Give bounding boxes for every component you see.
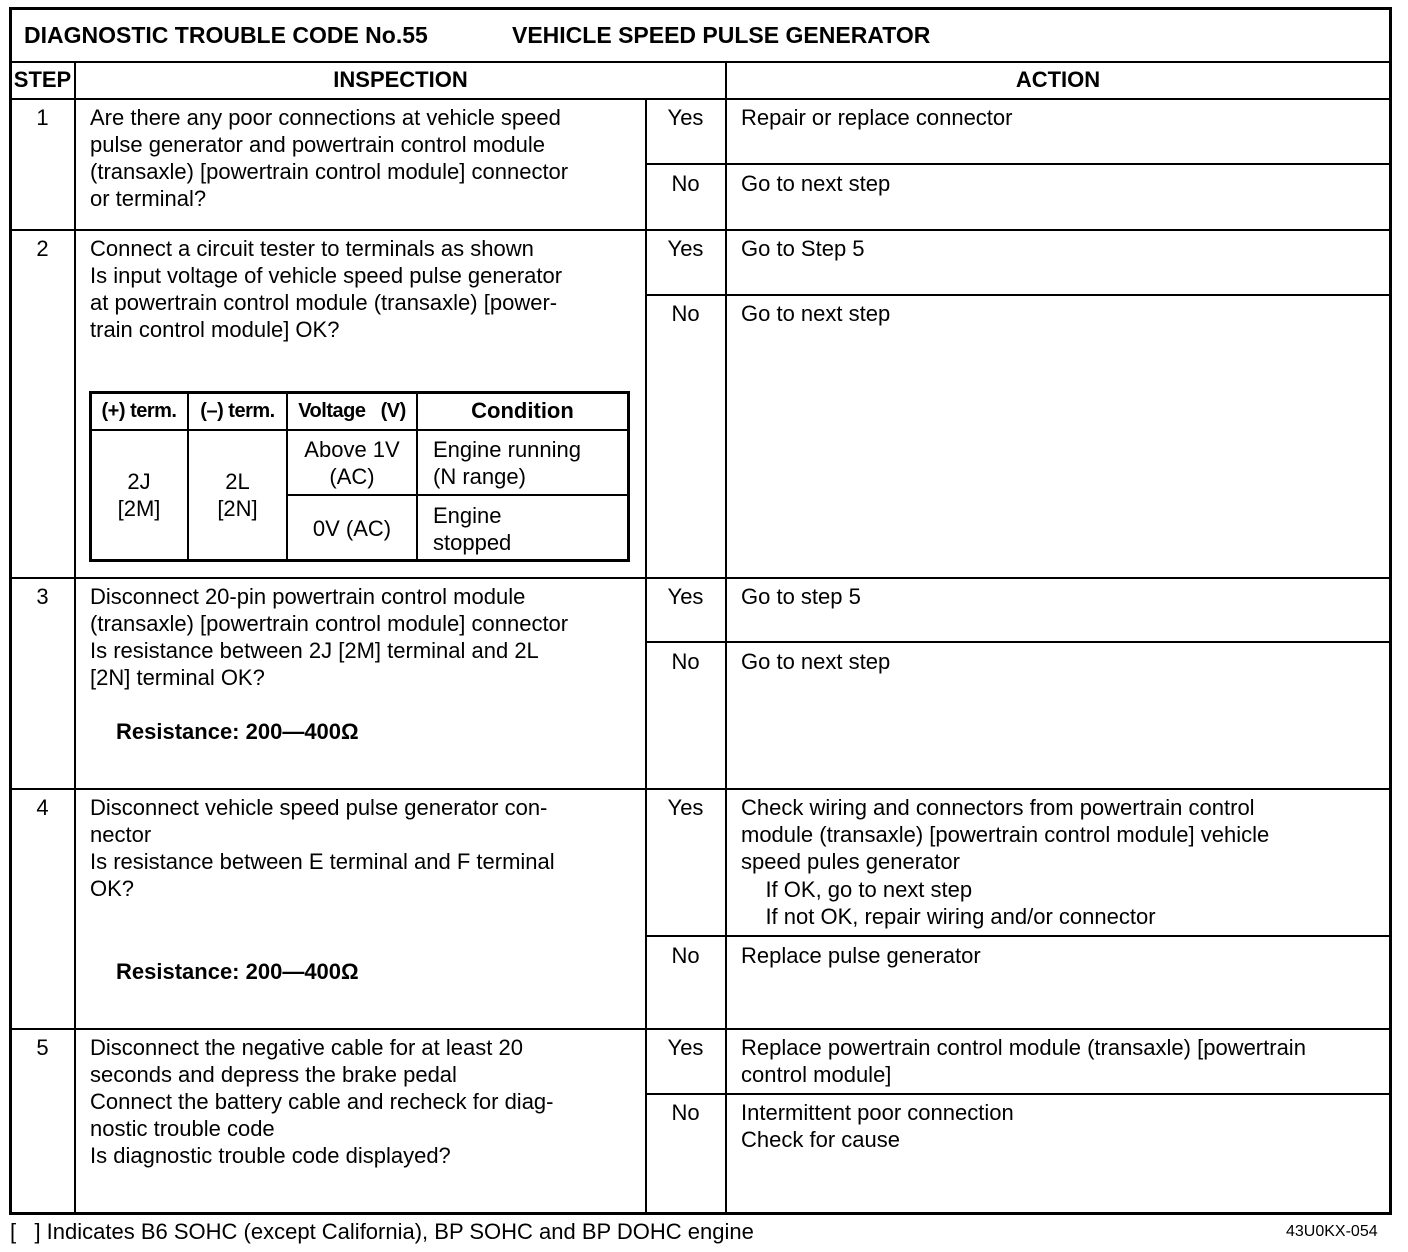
- inspection-line: seconds and depress the brake pedal: [90, 1062, 457, 1087]
- tt-row-divider: [286, 494, 630, 496]
- tt-condition: (N range): [433, 464, 526, 489]
- inspection-line: pulse generator and powertrain control module: [90, 132, 545, 157]
- no-label: No: [671, 943, 700, 968]
- yes-label: Yes: [667, 584, 704, 609]
- step-number: 5: [36, 1035, 49, 1060]
- step-number: 2: [36, 236, 49, 261]
- yesno-separator-1: [645, 163, 1391, 165]
- inspection-line: Is input voltage of vehicle speed pulse generator: [90, 263, 563, 288]
- tt-header-minus: (–) term.: [200, 400, 275, 422]
- step-number: 1: [36, 105, 49, 130]
- frame-top: [9, 7, 1392, 10]
- action-line: control module]: [741, 1062, 892, 1087]
- inspection-line: Is diagnostic trouble code displayed?: [90, 1143, 451, 1168]
- action-line: Repair or replace connector: [741, 105, 1013, 130]
- no-label: No: [671, 649, 700, 674]
- step-number: 4: [36, 795, 49, 820]
- tt-minus-term: 2L: [225, 469, 250, 494]
- tt-header-condition: Condition: [471, 398, 574, 423]
- frame-bottom: [9, 1212, 1392, 1215]
- inspection-line: Disconnect 20-pin powertrain control module: [90, 584, 526, 609]
- yesno-separator-4: [645, 935, 1391, 937]
- inspection-line: Disconnect vehicle speed pulse generator con-: [90, 795, 548, 820]
- inspection-line: OK?: [90, 876, 135, 901]
- step-separator-1: [9, 229, 1392, 231]
- inspection-line: train control module] OK?: [90, 317, 340, 342]
- action-line: Replace pulse generator: [741, 943, 981, 968]
- tt-voltage: Above 1V: [304, 437, 400, 462]
- tt-condition: Engine running: [433, 437, 582, 462]
- inspection-line: at powertrain control module (transaxle) [power-: [90, 290, 558, 315]
- tt-plus-term: 2J: [127, 469, 151, 494]
- header-action: ACTION: [1015, 67, 1101, 92]
- inspection-line: Connect a circuit tester to terminals as shown: [90, 236, 534, 261]
- tt-plus-term: [2M]: [117, 496, 161, 521]
- no-label: No: [671, 171, 700, 196]
- frame-right: [1389, 7, 1392, 1215]
- header-divider-top: [9, 61, 1392, 63]
- inspection-line: Is resistance between E terminal and F terminal: [90, 849, 555, 874]
- action-line: If OK, go to next step: [741, 877, 973, 902]
- step-separator-4: [9, 1028, 1392, 1030]
- header-step: STEP: [13, 67, 72, 92]
- yes-label: Yes: [667, 236, 704, 261]
- col-line-action: [725, 61, 727, 1214]
- action-line: Check wiring and connectors from powertrain control: [741, 795, 1255, 820]
- no-label: No: [671, 301, 700, 326]
- yesno-separator-2: [645, 294, 1391, 296]
- inspection-line: Are there any poor connections at vehicle speed: [90, 105, 561, 130]
- footer-note: [ ] Indicates B6 SOHC (except California), BP SOHC and BP DOHC engine: [10, 1219, 754, 1244]
- inspection-line: Is resistance between 2J [2M] terminal and 2L: [90, 638, 539, 663]
- inspection-line: (transaxle) [powertrain control module] connector: [90, 159, 569, 184]
- tt-header-voltage: Voltage (V): [298, 400, 406, 422]
- inspection-line: Disconnect the negative cable for at least 20: [90, 1035, 523, 1060]
- action-line: Go to next step: [741, 171, 891, 196]
- tt-bottom: [89, 559, 630, 562]
- title-code: DIAGNOSTIC TROUBLE CODE No.55: [24, 22, 428, 48]
- resistance-spec: Resistance: 200—400Ω: [116, 719, 359, 744]
- action-line: Go to next step: [741, 649, 891, 674]
- action-line: Intermittent poor connection: [741, 1100, 1014, 1125]
- action-line: Go to step 5: [741, 584, 861, 609]
- yes-label: Yes: [667, 1035, 704, 1060]
- inspection-line: Connect the battery cable and recheck for diag-: [90, 1089, 554, 1114]
- inspection-line: nector: [90, 822, 152, 847]
- tt-voltage: (AC): [329, 464, 375, 489]
- tt-voltage: 0V (AC): [312, 516, 392, 541]
- tt-condition: Engine: [433, 503, 502, 528]
- inspection-line: [2N] terminal OK?: [90, 665, 265, 690]
- header-divider-bottom: [9, 98, 1392, 100]
- action-line: If not OK, repair wiring and/or connector: [741, 904, 1156, 929]
- yes-label: Yes: [667, 105, 704, 130]
- action-line: Check for cause: [741, 1127, 900, 1152]
- step-separator-3: [9, 788, 1392, 790]
- header-inspection: INSPECTION: [333, 67, 468, 92]
- tt-top: [89, 391, 630, 394]
- action-line: speed pules generator: [741, 849, 960, 874]
- action-line: Go to Step 5: [741, 236, 865, 261]
- yes-label: Yes: [667, 795, 704, 820]
- tt-header-plus: (+) term.: [101, 400, 177, 422]
- figure-reference: 43U0KX-054: [1286, 1223, 1378, 1240]
- yesno-separator-3: [645, 641, 1391, 643]
- step-separator-2: [9, 577, 1392, 579]
- tt-header-bottom: [89, 429, 630, 431]
- tt-condition: stopped: [433, 530, 512, 555]
- title-name: VEHICLE SPEED PULSE GENERATOR: [512, 22, 931, 48]
- inspection-line: (transaxle) [powertrain control module] connector: [90, 611, 569, 636]
- tt-minus-term: [2N]: [217, 496, 258, 521]
- action-line: Replace powertrain control module (transaxle) [powertrain: [741, 1035, 1306, 1060]
- action-line: module (transaxle) [powertrain control module] vehicle: [741, 822, 1270, 847]
- no-label: No: [671, 1100, 700, 1125]
- step-number: 3: [36, 584, 49, 609]
- yesno-separator-5: [645, 1093, 1391, 1095]
- inspection-line: nostic trouble code: [90, 1116, 275, 1141]
- action-line: Go to next step: [741, 301, 891, 326]
- inspection-line: or terminal?: [90, 186, 207, 211]
- resistance-spec: Resistance: 200—400Ω: [116, 959, 359, 984]
